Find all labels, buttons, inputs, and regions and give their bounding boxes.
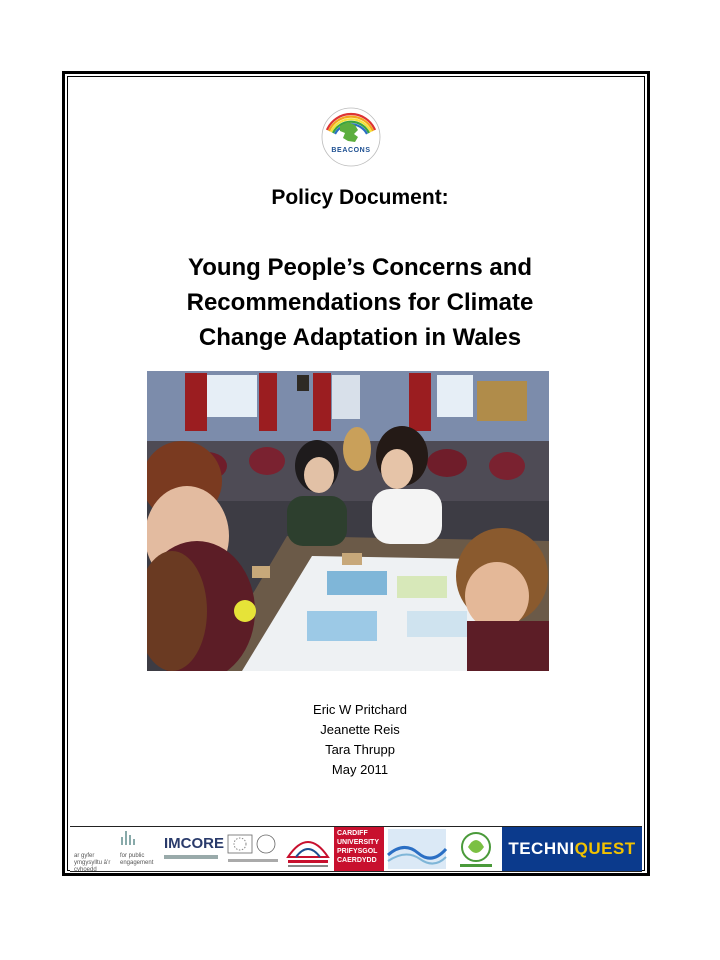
document-kicker: Policy Document: [271,186,449,209]
cardiff-line-2: UNIVERSITY [337,839,380,846]
author-1: Eric W Pritchard [313,702,407,717]
beacons-logo [318,106,384,168]
globe-icon [450,827,502,871]
techniquest-wordmark-a: TECHNI [508,839,575,858]
partner-logos-strip [70,826,642,872]
publication-date: May 2011 [331,762,389,777]
council-logo [282,827,334,871]
cardiff-line-1: CARDIFF [337,830,368,837]
cardiff-line-3: PRIFYSGOL [337,848,378,855]
eu-flag-icon [224,827,282,871]
green-globe-logo [450,827,502,871]
imcore-wordmark: IMCORE [164,835,224,852]
engagement-welsh-text: ar gyfer ymgysylltu â’r cyhoedd [74,853,111,871]
council-crest-icon [282,827,334,871]
engagement-english-text: for public engagement [120,853,154,866]
eu-interreg-logo [224,827,282,871]
imcore-logo [160,827,224,871]
author-2: Jeanette Reis [320,722,400,737]
document-title [130,250,590,355]
network-logo [384,827,450,871]
authors-block [0,700,720,780]
imcore-bar [164,855,218,859]
cardiff-line-4: CAERDYDD [337,857,377,864]
title-line-3: Change Adaptation in Wales [198,324,522,351]
title-line-2: Recommendations for Climate [186,289,534,316]
techniquest-wordmark-b: QUEST [574,839,636,858]
classroom-photo [147,371,549,671]
cardiff-university-logo [334,827,384,871]
title-line-1: Young People’s Concerns and [187,254,533,281]
author-3: Tara Thrupp [325,742,395,757]
public-engagement-logo [70,827,160,871]
network-wave-icon [384,827,450,871]
techniquest-logo [502,827,642,871]
logo-wordmark: BEACONS [331,147,371,154]
